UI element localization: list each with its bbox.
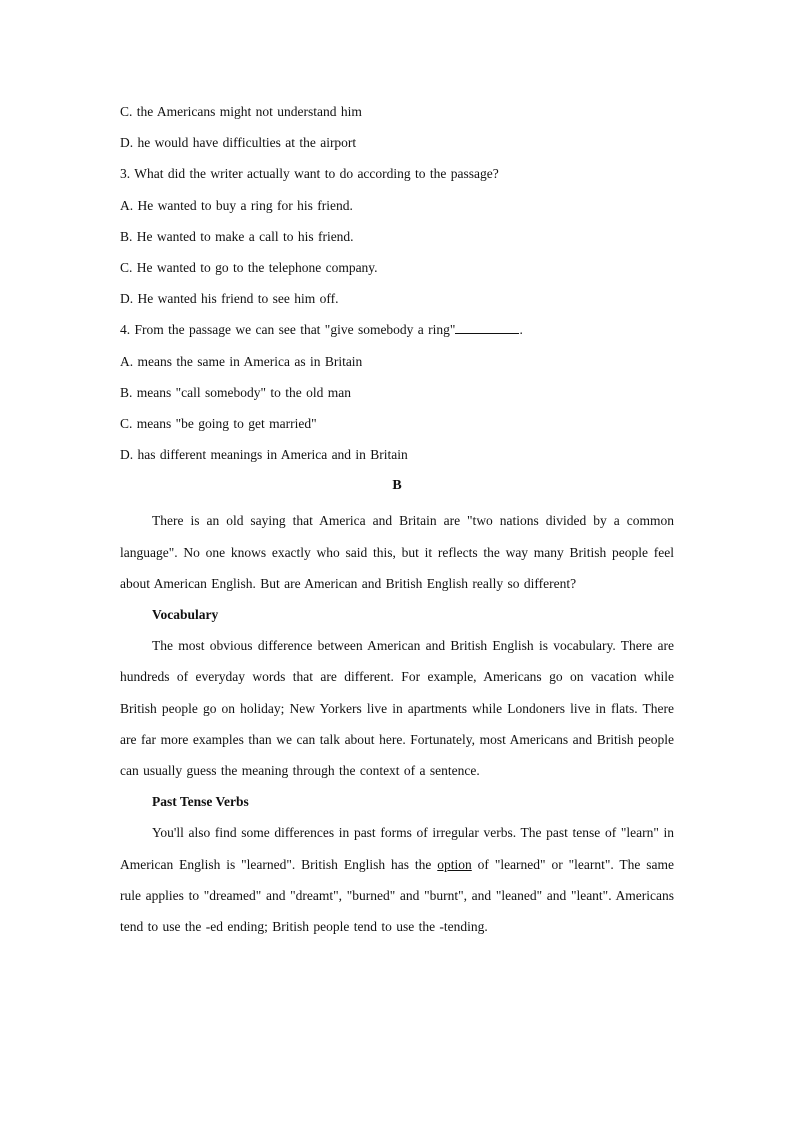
past-tense-paragraph xyxy=(120,817,674,942)
q4-question-text: 4. From the passage we can see that "give somebody a ring" xyxy=(120,322,456,338)
q4-question-end: . xyxy=(519,322,523,338)
q2-option-d: D. he would have difficulties at the airport xyxy=(120,135,357,151)
q4-option-c: C. means "be going to get married" xyxy=(120,415,317,431)
section-b-heading: B xyxy=(392,478,402,494)
q4-question xyxy=(120,318,674,349)
q2-option-c: C. the Americans might not understand him xyxy=(120,104,362,119)
q3-option-d: D. He wanted his friend to see him off. xyxy=(120,291,339,307)
q4-option-d: D. has different meanings in America and in Britain xyxy=(120,447,408,463)
document-page xyxy=(120,100,674,942)
q3-option-c: C. He wanted to go to the telephone company. xyxy=(120,259,378,275)
q3-option-b: B. He wanted to make a call to his friend. xyxy=(120,228,354,244)
q4-option-a: A. means the same in America as in Britain xyxy=(120,353,363,369)
vocabulary-paragraph: The most obvious difference between American and British English is vocabulary. There are hundreds of everyday words that are different. For example, Americans go on vacation while British people go on holiday; New Yorkers live in apartments while Londoners live in flats. There are far more examples than we can talk about here. Fortunately, most Americans and British people can usually guess the meaning through the context of a sentence. xyxy=(120,638,674,779)
q3-option-a: A. He wanted to buy a ring for his friend. xyxy=(120,197,353,213)
past-tense-text-2: of "learned" or "learnt". The same rule applies to "dreamed" and "dreamt", "burned" and "burnt", and "leaned" and "leant". Americans tend to use the -ed ending; British people tend to use the -tending. xyxy=(120,856,674,935)
answer-blank xyxy=(455,321,519,334)
past-tense-text-1: You'll also find some differences in past forms of irregular verbs. The past tense of "learn" in American English is "learned". British English has the xyxy=(120,825,674,872)
q4-option-b: B. means "call somebody" to the old man xyxy=(120,384,351,400)
intro-paragraph: There is an old saying that America and Britain are "two nations divided by a common language". No one knows exactly who said this, but it reflects the way many British people feel about American English. But are American and British English really so different? xyxy=(120,513,674,591)
past-tense-heading: Past Tense Verbs xyxy=(152,794,249,810)
underlined-word-option: option xyxy=(437,856,472,872)
q3-question: 3. What did the writer actually want to do according to the passage? xyxy=(120,166,499,182)
vocabulary-heading: Vocabulary xyxy=(152,607,219,623)
